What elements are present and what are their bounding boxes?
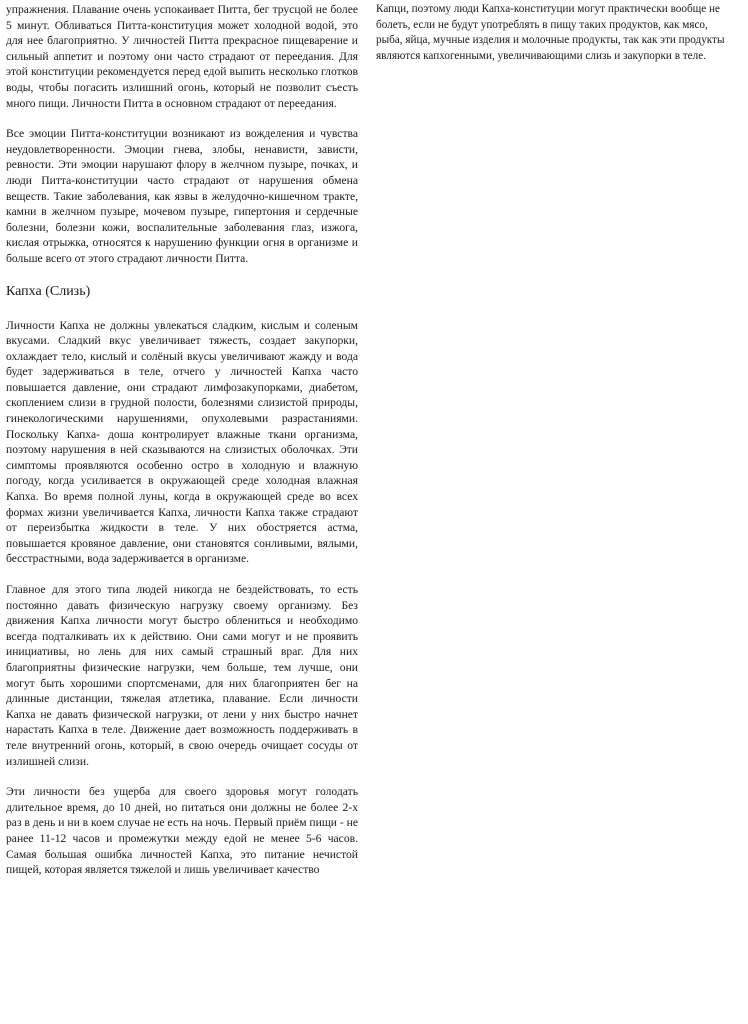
left-text-column	[6, 2, 358, 893]
paragraph-pitta-emotions: Все эмоции Питта-конституции возникают из вожделения и чувства неудовлетворенности. Эмоции гнева, злобы, ненависти, зависти, ревности. Эти эмоции нарушают флору в желчном пузыре, почках, и люди Питта-конституции часто страдают от нарушения обмена веществ. Такие заболевания, как язвы в желудочно-кишечном тракте, камни в желчном пузыре, мочевом пузыре, гипертония и сердечные болезни, болезни кожи, воспалительные заболевания глаз, изжога, кислая отрыжка, относятся к нарушению функции огня в организме и больше всего от этого страдают личности Питта.	[6, 127, 358, 265]
paragraph-kapha-fasting: Эти личности без ущерба для своего здоровья могут голодать длительное время, до 10 дней, но питаться они должны не более 2-х раз в день и ни в коем случае не есть на ночь. Первый приём пищи - не ранее 11-12 часов и промежутки между едой не менее 5-6 часов. Самая большая ошибка личностей Капха, это питание нечистой пищей, которая является тяжелой и лишь увеличивает качество	[6, 785, 358, 877]
section-heading-kapha: Капха (Слизь)	[6, 283, 91, 299]
paragraph-kapha-tastes: Личности Капха не должны увлекаться сладким, кислым и соленым вкусами. Сладкий вкус увеличивает тяжесть, создает закупорки, охлаждает тело, кислый и солёный вкусы увеличивают жажду и вода будет задерживаться в теле, отчего у личностей Капха часто повышается давление, они страдают лимфозакупорками, диабетом, скоплением слизи в грудной полости, болезнями слизистой природы, гинекологическими нарушениями, опухолевыми разрастаниями. Поскольку Капха- доша контролирует влажные ткани организма, поэтому нарушения в ней сказываются на слизистых оболочках. Эти симптомы проявляются особенно остро в холодную и влажную погоду, когда усиливается в окружающей среде холодная влажная Капха. Во время полной луны, когда в окружающей среде во всех формах жизни увеличивается Капха, личности Капха также страдают от переизбытка жидкости в теле. У них обостряется астма, повышается кровяное давление, они становятся сонливыми, вялыми, бесстрастными, вода задерживается в организме.	[6, 318, 358, 566]
paragraph-kapha-activity: Главное для этого типа людей никогда не бездействовать, то есть постоянно давать физическую нагрузку своему организму. Без движения Капха личности могут быстро облениться и необходимо всегда подталкивать их к действию. Они сами могут и не проявить инициативы, но лень для них самый страшный враг. Для них благоприятны физические нагрузки, чем больше, тем лучше, они могут быть хорошими спортсменами, для них благоприятен бег на длинные дистанции, тяжелая атлетика, плавание. Если личности Капха не давать физической нагрузки, от лени у них быстро начнет нарастать Капха в теле. Движение дает возможность поддерживать в теле внутренний огонь, который, в свою очередь очищает сосуды от излишней слизи.	[6, 583, 358, 768]
paragraph-kapha-diet: Капци, поэтому люди Капха-конституции могут практически вообще не болеть, если не будут употреблять в пищу таких продуктов, как мясо, рыба, яйца, мучные изделия и молочные продукты, так как эти продукты являются капхогенными, увеличивающими слизь и закупорки в теле.	[376, 3, 725, 62]
right-text-column	[376, 2, 728, 79]
paragraph-pitta-exercise: упражнения. Плавание очень успокаивает Питта, бег трусцой не более 5 минут. Обливаться Питта-конституция может холодной водой, это для нее благоприятно. У личностей Питта прекрасное пищеварение и сильный аппетит и поэтому они часто страдают от переедания. Для этой конституции рекомендуется перед едой выпить несколько глотков воды, чтобы погасить излишний огонь, который не позволит съесть много пищи. Личности Питта в основном страдают от переедания.	[6, 3, 358, 110]
